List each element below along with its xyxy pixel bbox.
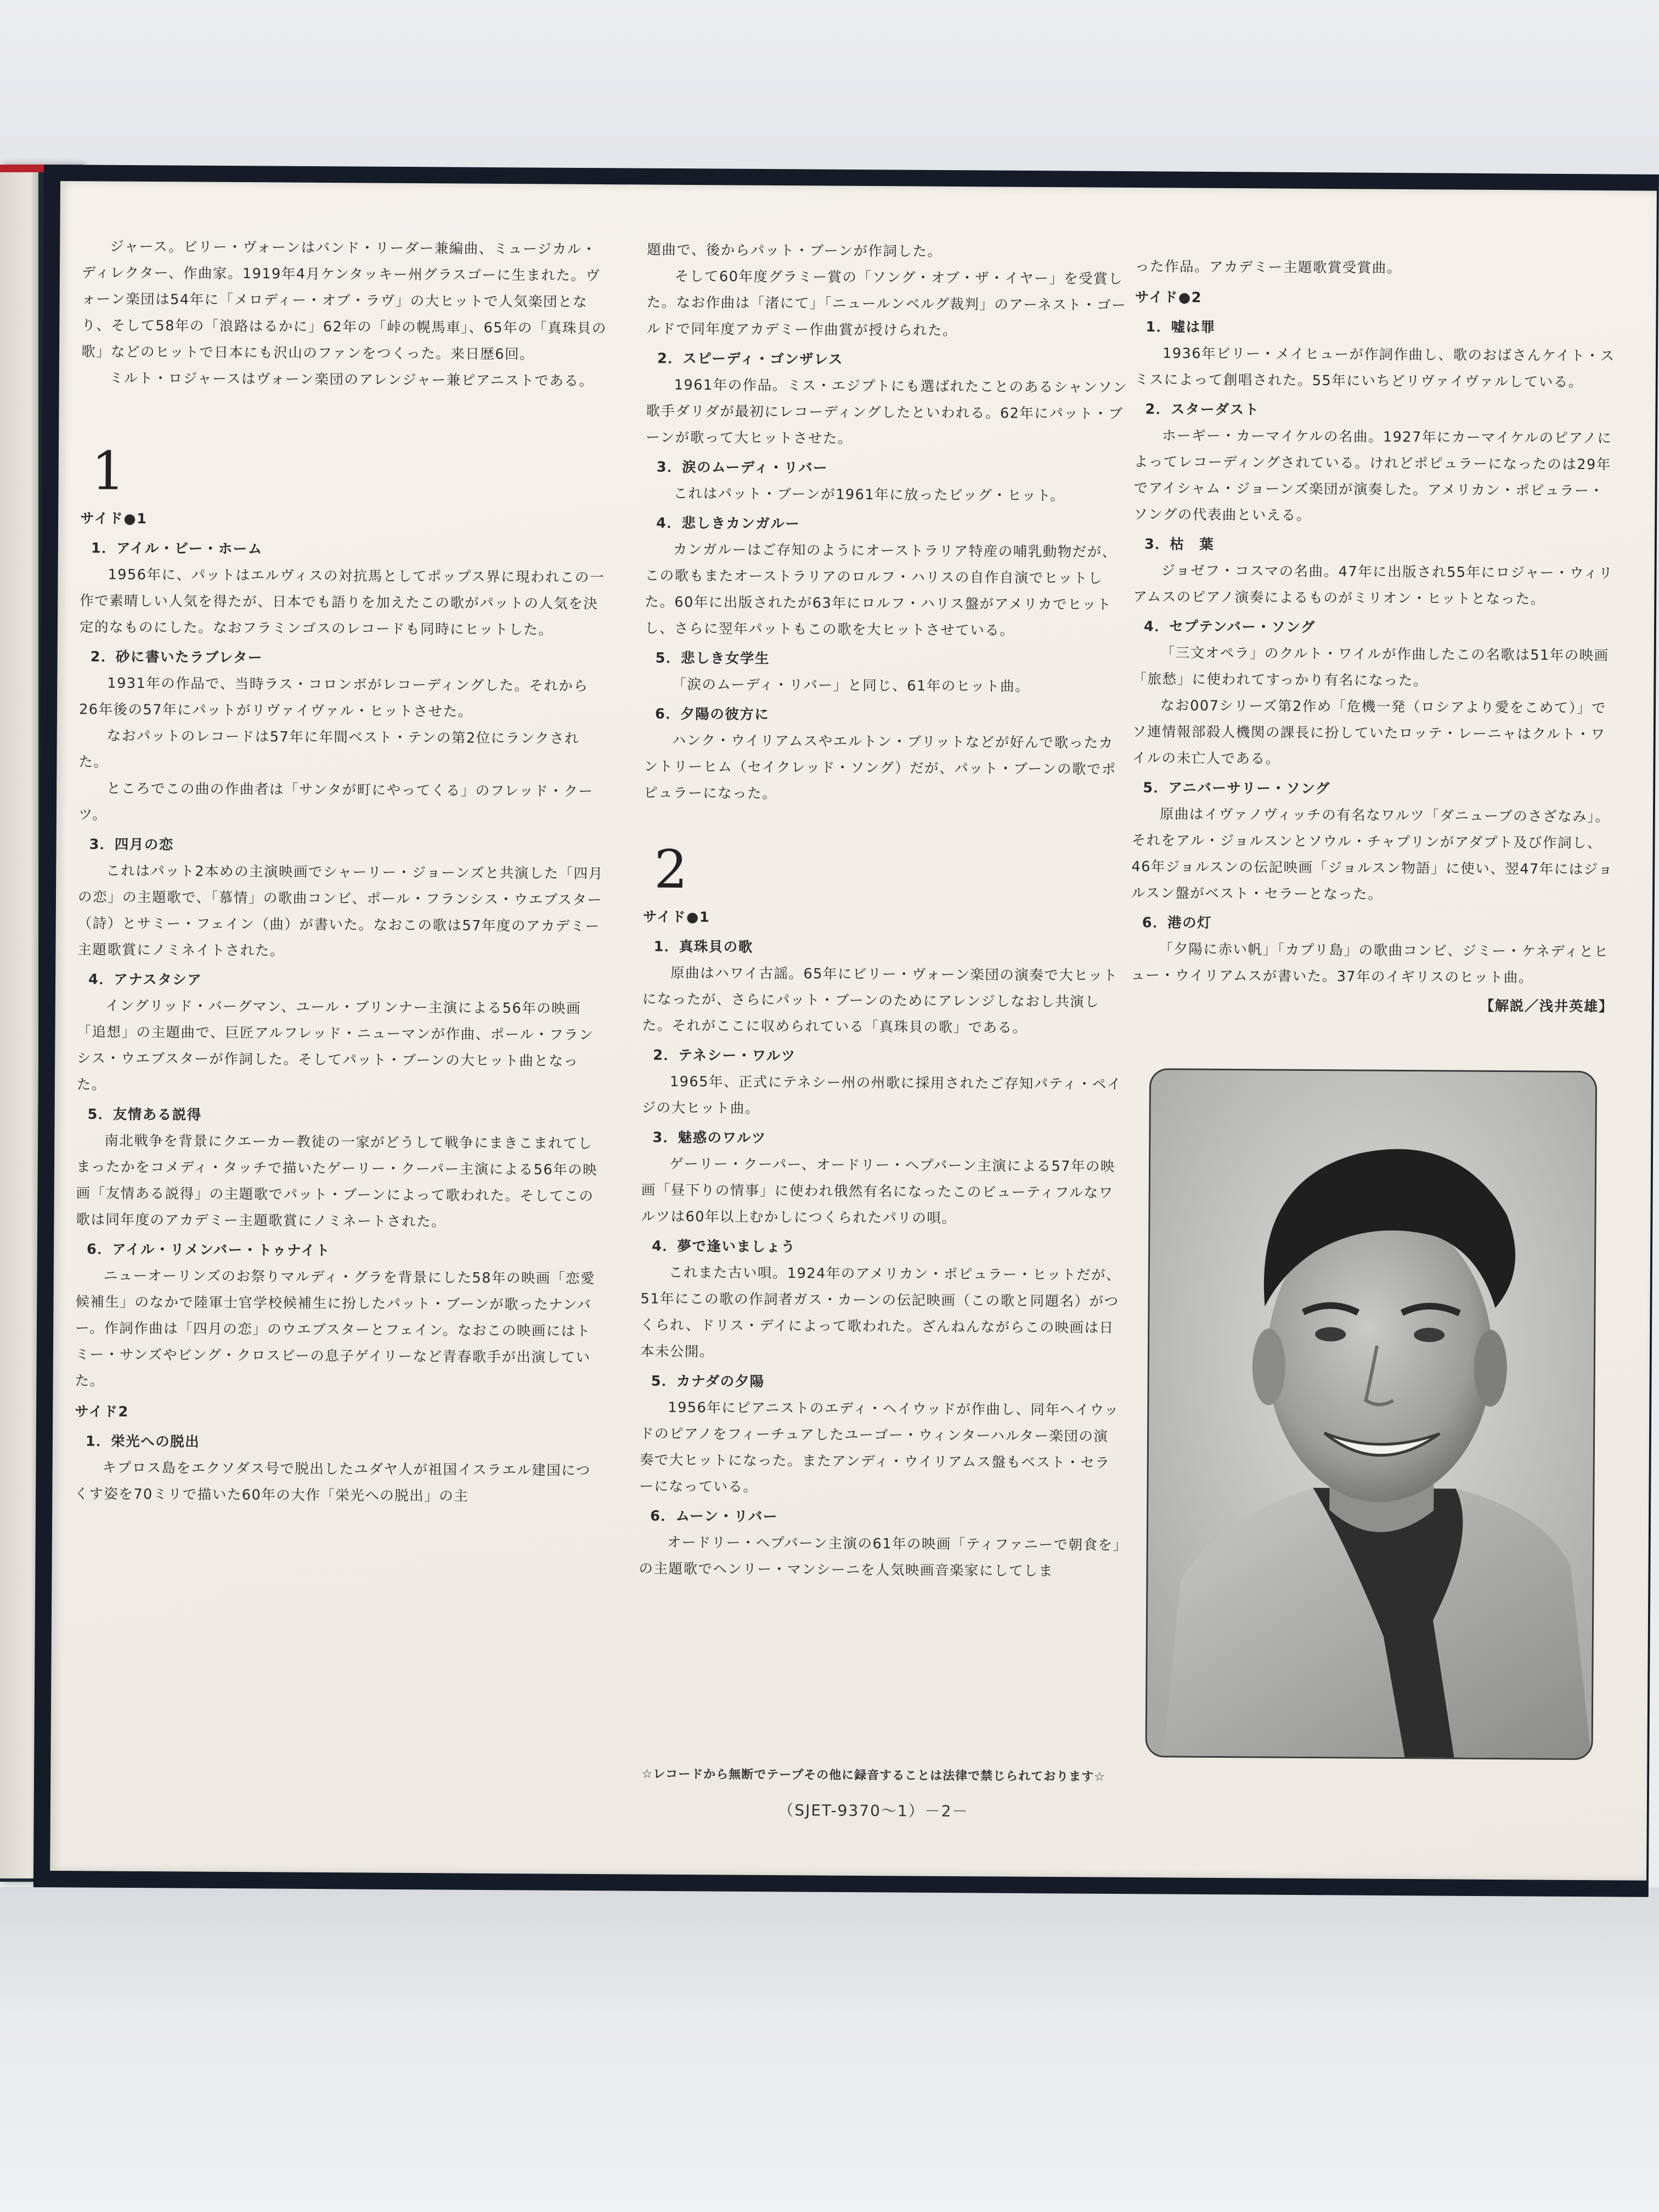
track-note: これまた古い唄。1924年のアメリカン・ポピュラー・ヒットだが、51年にこの歌の作詞者ガス・カーンの伝記映画（この歌と同題名）がつくられ、ドリス・デイによって歌われた。ざんねんながらこの映画は日本未公開。 bbox=[640, 1264, 1121, 1361]
track-note: ところでこの曲の作曲者は「サンタが町にやってくる」のフレッド・クーツ。 bbox=[78, 780, 594, 823]
side-heading: サイド●2 bbox=[1135, 289, 1203, 306]
track-note: 南北戦争を背景にクエーカー教徒の一家がどうして戦争にまきこまれてしまったかをコメディ・タッチで描いたゲーリー・クーパー主演による56年の映画「友情ある説得」の主題歌でパット・ブーンによって歌われた。そしてこの歌は同年度のアカデミー主題歌賞にノミネートされた。 bbox=[76, 1132, 598, 1231]
artist-portrait-photo bbox=[1145, 1068, 1597, 1760]
track-heading: 6．港の灯 bbox=[1142, 915, 1212, 932]
track-heading: 6．アイル・リメンバー・トゥナイト bbox=[87, 1241, 331, 1260]
track-note: 「夕陽に赤い帆」「カプリ島」の歌曲コンビ、ジミー・ケネディとヒュー・ウイリアムスが書いた。37年のイギリスのヒット曲。 bbox=[1131, 941, 1609, 986]
track-note: キプロス島をエクソダス号で脱出したユダヤ人が祖国イスラエル建国につくす姿を70ミリで描いた60年の大作「栄光への脱出」の主 bbox=[74, 1459, 591, 1505]
track-note: 1956年に、パットはエルヴィスの対抗馬としてポップス界に現われこの一作で素晴しい人気を得たが、日本でも語りを加えたこの歌がパットの人気を決定的なものにした。なおフラミンゴスのレコードも同時にヒットした。 bbox=[79, 566, 605, 639]
track-heading: 2．スターダスト bbox=[1145, 401, 1260, 419]
track-heading: 1．真珠貝の歌 bbox=[653, 938, 753, 956]
track-note: これはパット2本めの主演映画でシャーリー・ジョーンズと共演した「四月の恋」の主題歌で、「慕情」の歌曲コンビ、ポール・フランシス・ウエブスター（詩）とサミー・フェイン（曲）が書いた。なおこの歌は57年度のアカデミー主題歌賞にノミネイトされた。 bbox=[77, 862, 603, 960]
track-note: なお007シリーズ第2作め「危機一発（ロシアより愛をこめて）」でソ連情報部殺人機関の課長に扮していたロッテ・レーニャはクルト・ワイルの未亡人である。 bbox=[1132, 697, 1607, 768]
liner-notes-column-2 bbox=[639, 237, 1130, 1585]
side-heading: サイド●1 bbox=[642, 909, 710, 926]
track-heading: 1．栄光への脱出 bbox=[85, 1433, 200, 1451]
track-note: これはパット・ブーンが1961年に放ったビッグ・ヒット。 bbox=[673, 485, 1065, 505]
track-note: 1965年、正式にテネシー州の州歌に採用されたご存知パティ・ペイジの大ヒット曲。 bbox=[641, 1073, 1122, 1117]
track-note: 1961年の作品。ミス・エジプトにも選ばれたことのあるシャンソン歌手ダリダが最初にレコーディングしたといわれる。62年にパット・ブーンが歌って大ヒットさせた。 bbox=[646, 376, 1128, 447]
track-heading: 3．魅惑のワルツ bbox=[652, 1129, 766, 1147]
track-note: そして60年度グラミー賞の「ソング・オブ・ザ・イヤー」を受賞した。なお作曲は「渚にて」「ニュールンベルグ裁判」のアーネスト・ゴールドで同年度アカデミー作曲賞が授けられた。 bbox=[646, 268, 1127, 339]
track-heading: 6．夕陽の彼方に bbox=[654, 706, 770, 723]
track-note: ゲーリー・クーパー、オードリー・ヘプバーン主演による57年の映画「昼下りの情事」に使われ俄然有名になったこのビューティフルなワルツは60年以上むかしにつくられたパリの唄。 bbox=[641, 1155, 1115, 1227]
track-heading: 1．嘘は罪 bbox=[1146, 319, 1216, 336]
track-note: 「三文オペラ」のクルト・ワイルが作曲したこの名歌は51年の映画「旅愁」に使われてすっかり有名になった。 bbox=[1132, 645, 1609, 690]
portrait-illustration bbox=[1147, 1070, 1596, 1758]
table-surface bbox=[0, 1887, 1659, 2212]
liner-notes-column-1 bbox=[74, 233, 608, 1510]
side-heading: サイド●1 bbox=[80, 510, 148, 527]
track-note: オードリー・ヘプバーン主演の61年の映画「ティファニーで朝食を」の主題歌でヘンリー・マンシーニを人気映画音楽家にしてしま bbox=[639, 1534, 1121, 1580]
track-heading: 1．アイル・ビー・ホーム bbox=[91, 540, 263, 558]
track-heading: 3．枯 葉 bbox=[1144, 536, 1215, 553]
track-heading: 2．テネシー・ワルツ bbox=[653, 1047, 796, 1065]
copyright-notice: ☆レコードから無断でテープその他に録音することは法律で禁じられております☆ bbox=[641, 1767, 1106, 1784]
track-heading: 3．涙のムーディ・リバー bbox=[656, 459, 828, 477]
section-number: 2 bbox=[654, 838, 689, 901]
intro-paragraph: ミルト・ロジャースはヴォーン楽団のアレンジャー兼ピアニストである。 bbox=[109, 370, 594, 390]
section-number: 1 bbox=[91, 440, 126, 502]
track-heading: 3．四月の恋 bbox=[89, 836, 174, 854]
track-note: 原曲はイヴァノヴィッチの有名なワルツ「ダニューブのさざなみ」。それをアル・ジョルスンとソウル・チャプリンがアダプト及び作詞し、46年ジョルスンの伝記映画「ジョルスン物語」に使い、翌47年にはジョルスン盤がベスト・セラーとなった。 bbox=[1131, 806, 1613, 903]
intro-paragraph: ジャース。ビリー・ヴォーンはバンド・リーダー兼編曲、ミュージカル・ディレクター、作曲家。1919年4月ケンタッキー州グラスゴーに生まれた。ヴォーン楽団は54年に「メロディー・オブ・ラヴ」の大ヒットで人気楽団となり、そして58年の「浪路はるかに」62年の「峠の幌馬車」、65年の「真珠貝の歌」などのヒットで日本にも沢山のファンをつくった。来日歴6回。 bbox=[81, 238, 607, 363]
track-heading: 4．夢で逢いましょう bbox=[652, 1238, 796, 1256]
catalog-number: （SJET-9370～1）－2－ bbox=[778, 1801, 969, 1821]
track-note: 1931年の作品で、当時ラス・コロンボがレコーディングした。それから26年後の57年にパットがリヴァイヴァル・ヒットさせた。 bbox=[79, 675, 589, 720]
track-heading: 5．悲しき女学生 bbox=[655, 650, 770, 667]
track-note: イングリッド・バーグマン、ユール・ブリンナー主演による56年の映画「追想」の主題曲で、巨匠アルフレッド・ニューマンが作曲、ポール・フランシス・ウエブスターが作詞した。そしてパット・ブーンの大ヒット曲となった。 bbox=[76, 997, 594, 1093]
track-note: 「涙のムーディ・リバー」と同じ、61年のヒット曲。 bbox=[672, 676, 1030, 695]
track-heading: 2．スピーディ・ゴンザレス bbox=[657, 350, 844, 368]
track-note: 題曲で、後からパット・ブーンが作詞した。 bbox=[647, 241, 943, 260]
track-note: ホーギー・カーマイケルの名曲。1927年にカーマイケルのピアノによってレコーディングされている。けれどポピュラーになったのは29年でアイシャム・ジョーンズ楽団が演奏した。アメリカン・ポピュラー・ソングの代表曲といえる。 bbox=[1133, 427, 1612, 524]
track-note: った作品。アカデミー主題歌賞受賞曲。 bbox=[1135, 258, 1402, 276]
inner-sleeve-edge bbox=[0, 172, 38, 1878]
track-heading: 4．セプテンバー・ソング bbox=[1143, 618, 1316, 636]
track-note: 1956年にピアニストのエディ・ヘイウッドが作曲し、同年ヘイウッドのピアノをフィーチュアしたユーゴー・ウィンターハルター楽団の演奏で大ヒットになった。またアンディ・ウイリアムス盤もベスト・セラーになっている。 bbox=[639, 1399, 1120, 1496]
track-heading: 4．アナスタシア bbox=[88, 971, 202, 989]
track-heading: 5．カナダの夕陽 bbox=[651, 1373, 765, 1390]
track-heading: 2．砂に書いたラブレター bbox=[90, 648, 263, 667]
track-heading: 4．悲しきカンガルー bbox=[656, 515, 800, 533]
liner-notes-page bbox=[50, 181, 1657, 1881]
track-note: 原曲はハワイ古謡。65年にビリー・ヴォーン楽団の演奏で大ヒットになったが、さらにパット・ブーンのためにアレンジしなおし共演した。それがここに収められている「真珠貝の歌」である。 bbox=[642, 964, 1118, 1036]
track-heading: 5．友情ある説得 bbox=[87, 1106, 202, 1124]
liner-notes-column-3 bbox=[1131, 253, 1618, 1020]
track-heading: 6．ムーン・リバー bbox=[650, 1508, 778, 1526]
side-heading: サイド2 bbox=[75, 1403, 129, 1420]
track-note: ハンク・ウイリアムスやエルトン・ブリットなどが好んで歌ったカントリーヒム（セイクレッド・ソング）だが、パット・ブーンの歌でポピュラーになった。 bbox=[644, 732, 1117, 802]
author-credit: 【解説／浅井英雄】 bbox=[1480, 997, 1613, 1015]
track-note: カンガルーはご存知のようにオーストラリア特産の哺乳動物だが、この歌もまたオーストラリアのロルフ・ハリスの自作自演でヒットした。60年に出版されたが63年にロルフ・ハリス盤がアメリカでヒットし、さらに翌年パットもこの歌を大ヒットさせている。 bbox=[644, 541, 1117, 639]
track-note: 1936年ビリー・メイヒューが作詞作曲し、歌のおばさんケイト・スミスによって創唱された。55年にいちどリヴァイヴァルしている。 bbox=[1134, 345, 1615, 391]
track-note: ニューオーリンズのお祭りマルディ・グラを背景にした58年の映画「恋愛候補生」のなかで陸軍士官学校候補生に扮したパット・ブーンが歌ったナンバー。作詞作曲は「四月の恋」のウエブスターとフェイン。なおこの映画にはトミー・サンズやビング・クロスビーの息子ゲイリーなど青春歌手が出演していた。 bbox=[75, 1267, 596, 1390]
track-heading: 5．アニバーサリー・ソング bbox=[1143, 780, 1330, 798]
track-note: ジョゼフ・コスマの名曲。47年に出版され55年にロジャー・ウィリアムスのピアノ演奏によるものがミリオン・ヒットとなった。 bbox=[1133, 562, 1613, 608]
track-note: なおパットのレコードは57年に年間ベスト・テンの第2位にランクされた。 bbox=[78, 727, 580, 771]
